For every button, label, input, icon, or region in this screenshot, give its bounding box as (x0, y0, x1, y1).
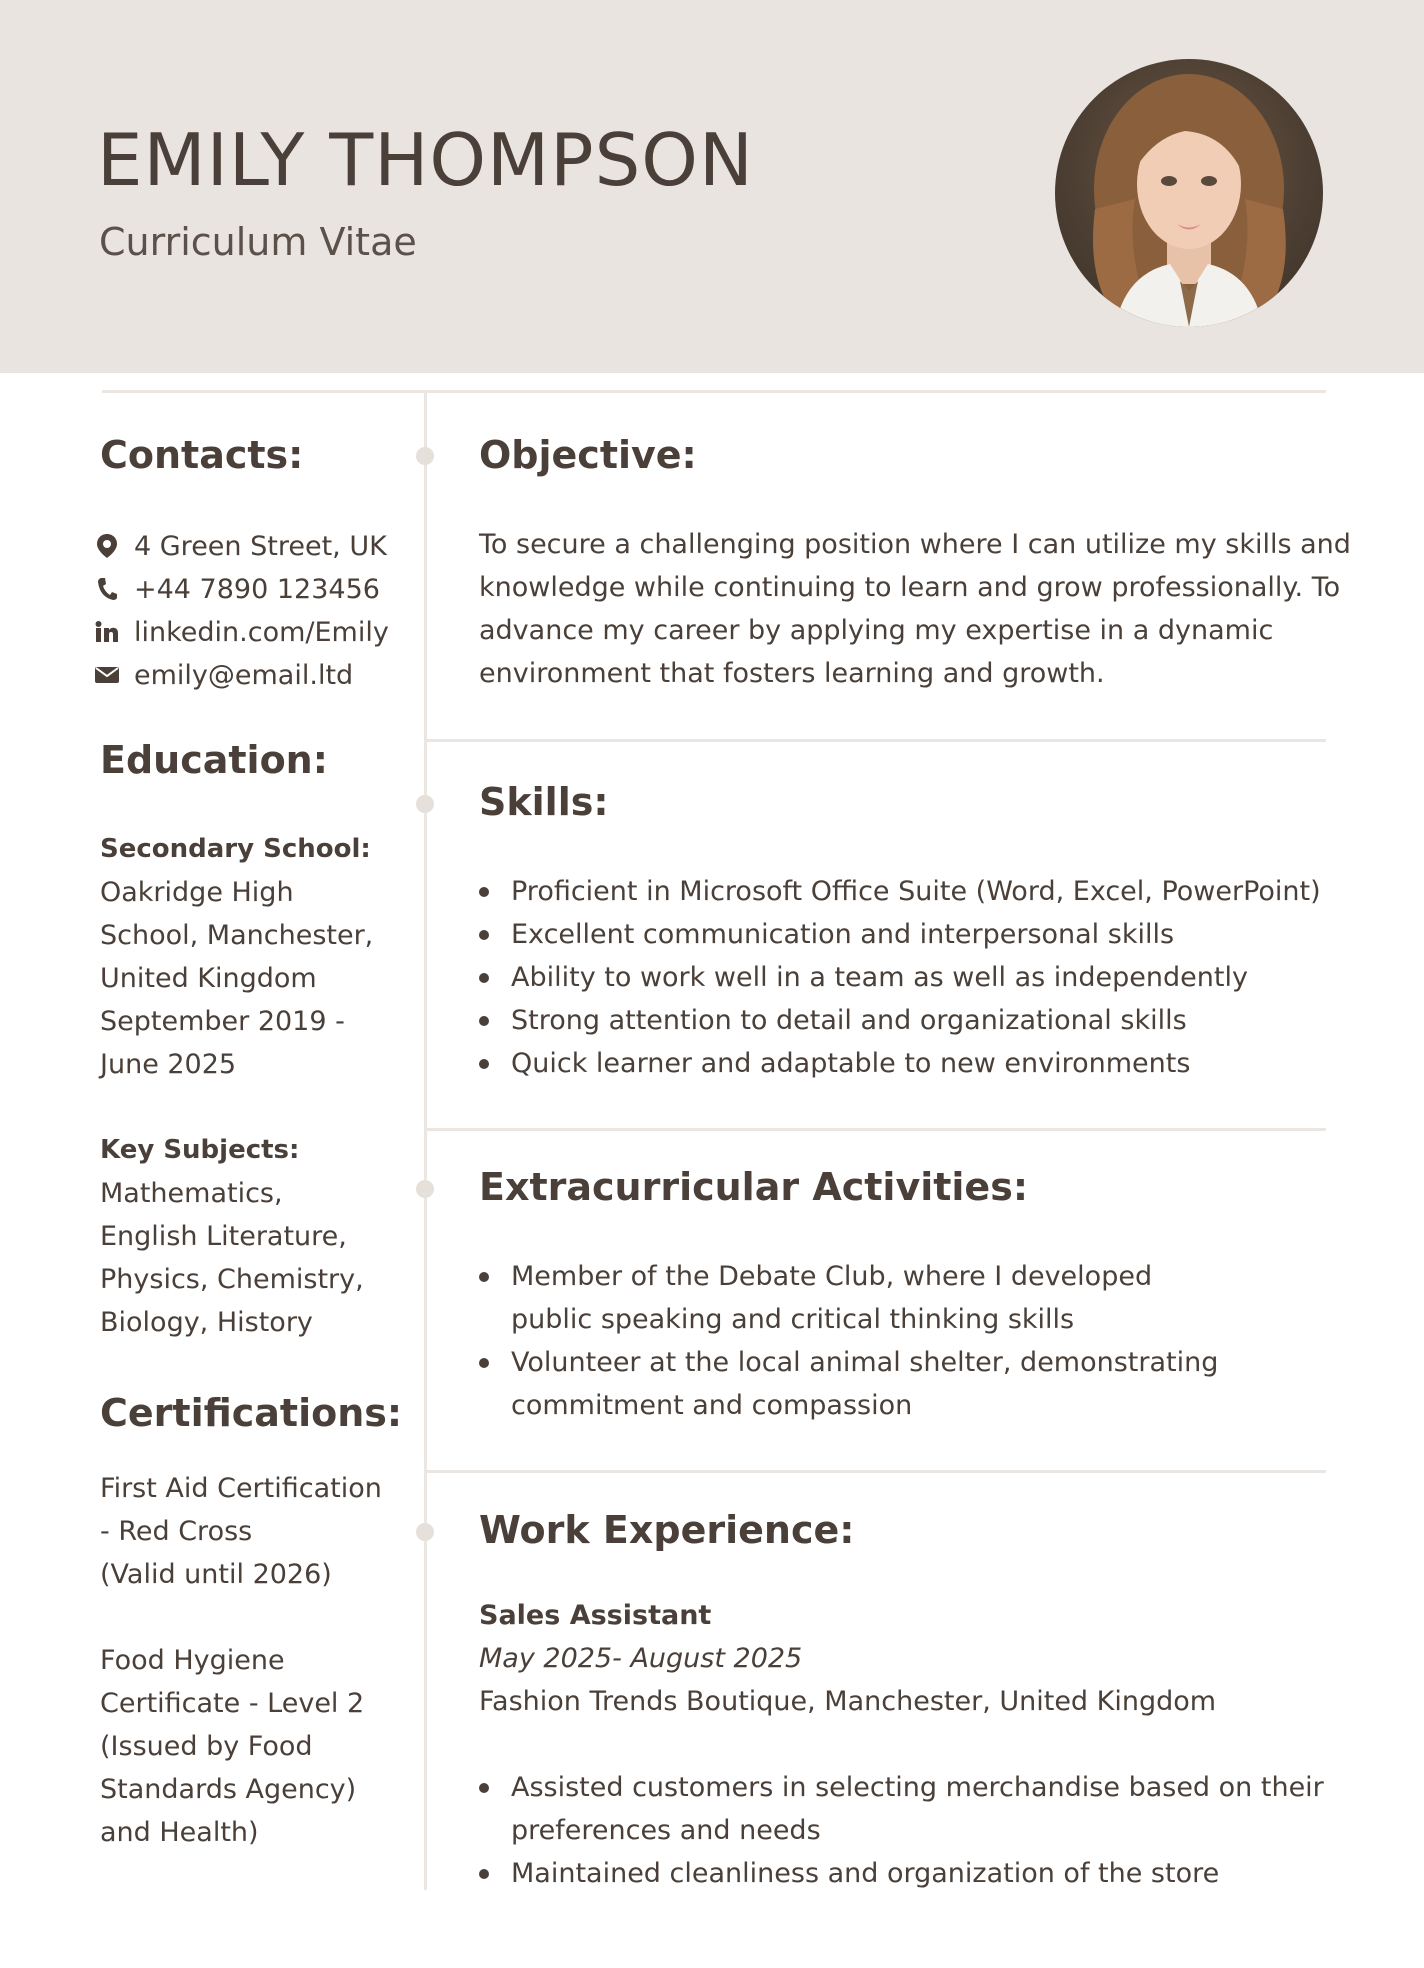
skills-heading: Skills: (479, 780, 609, 824)
cert-line: - Red Cross (100, 1515, 253, 1547)
subject-line: English Literature, (100, 1220, 347, 1252)
list-item: Assisted customers in selecting merchandise based on their preferences and needs (479, 1766, 1329, 1852)
list-item: Quick learner and adaptable to new environments (479, 1042, 1329, 1085)
job-place: Fashion Trends Boutique, Manchester, United Kingdom (479, 1685, 1217, 1717)
profile-photo (1055, 59, 1323, 327)
location-pin-icon (94, 533, 120, 559)
list-item: Maintained cleanliness and organization of the store (479, 1852, 1329, 1895)
contact-phone-text: +44 7890 123456 (134, 573, 380, 605)
list-item: Volunteer at the local animal shelter, demonstrating commitment and compassion (479, 1341, 1239, 1427)
objective-line: advance my career by applying my expertise in a dynamic (479, 614, 1274, 646)
school-line: September 2019 - (100, 1005, 345, 1037)
contacts-section (100, 433, 400, 697)
linkedin-icon (94, 619, 120, 645)
phone-icon (94, 576, 120, 602)
cert-line: Certificate - Level 2 (100, 1687, 365, 1719)
document-subtitle: Curriculum Vitae (99, 220, 417, 264)
subject-line: Biology, History (100, 1306, 313, 1338)
top-divider (102, 390, 1326, 393)
section-divider (427, 739, 1326, 742)
activities-list (479, 1255, 1239, 1427)
profile-photo-illustration (1055, 59, 1323, 327)
certification-food-hygiene (100, 1639, 400, 1854)
cert-line: Food Hygiene (100, 1644, 285, 1676)
school-line: School, Manchester, (100, 919, 374, 951)
objective-line: To secure a challenging position where I can utilize my skills and (479, 528, 1351, 560)
header-banner (0, 0, 1424, 373)
list-item: Proficient in Microsoft Office Suite (Word, Excel, PowerPoint) (479, 870, 1329, 913)
school-line: United Kingdom (100, 962, 317, 994)
cert-line: and Health) (100, 1816, 259, 1848)
cert-line: Standards Agency) (100, 1773, 357, 1805)
contact-linkedin[interactable] (94, 611, 394, 654)
timeline-dot (416, 447, 434, 465)
certifications-section (100, 1391, 403, 1854)
education-heading: Education: (100, 738, 328, 782)
list-item: Ability to work well in a team as well as independently (479, 956, 1329, 999)
cert-line: (Issued by Food (100, 1730, 313, 1762)
objective-section (479, 433, 1351, 695)
person-name: EMILY THOMPSON (97, 118, 754, 202)
job-title: Sales Assistant (479, 1599, 712, 1631)
education-section (100, 738, 400, 1344)
contacts-heading: Contacts: (100, 433, 304, 477)
timeline-dot (416, 1523, 434, 1541)
timeline-dot (416, 1180, 434, 1198)
objective-line: knowledge while continuing to learn and grow professionally. To (479, 571, 1341, 603)
activities-heading: Extracurricular Activities: (479, 1165, 1029, 1209)
vertical-timeline-line (424, 393, 427, 1890)
objective-text (479, 523, 1351, 695)
school-label: Secondary School: (100, 833, 371, 864)
work-duties-list (479, 1766, 1329, 1895)
contact-address (94, 525, 394, 568)
cert-line: (Valid until 2026) (100, 1558, 332, 1590)
list-item: Excellent communication and interpersonal skills (479, 913, 1329, 956)
section-divider (427, 1128, 1326, 1131)
school-line: June 2025 (100, 1048, 237, 1080)
skills-section (479, 780, 1329, 1085)
work-heading: Work Experience: (479, 1508, 855, 1552)
work-section (479, 1508, 1329, 1895)
objective-line: environment that fosters learning and growth. (479, 657, 1105, 689)
cert-line: First Aid Certification (100, 1472, 382, 1504)
envelope-icon (94, 662, 120, 688)
list-item: Strong attention to detail and organizational skills (479, 999, 1329, 1042)
subjects-label: Key Subjects: (100, 1134, 300, 1165)
subjects-detail (100, 1172, 400, 1344)
contact-linkedin-text[interactable]: linkedin.com/Emily (134, 616, 389, 648)
contact-email-text[interactable]: emily@email.ltd (134, 659, 354, 691)
contact-phone (94, 568, 394, 611)
subject-line: Physics, Chemistry, (100, 1263, 364, 1295)
contact-email[interactable] (94, 654, 394, 697)
school-detail (100, 871, 400, 1086)
subject-line: Mathematics, (100, 1177, 283, 1209)
activities-section (479, 1165, 1329, 1427)
timeline-dot (416, 795, 434, 813)
section-divider (427, 1470, 1326, 1473)
contact-address-text: 4 Green Street, UK (134, 530, 387, 562)
certifications-heading: Certifications: (100, 1391, 403, 1435)
school-line: Oakridge High (100, 876, 294, 908)
job-dates: May 2025- August 2025 (479, 1642, 803, 1674)
skills-list (479, 870, 1329, 1085)
certification-first-aid (100, 1467, 400, 1596)
objective-heading: Objective: (479, 433, 697, 477)
list-item: Member of the Debate Club, where I developed public speaking and critical thinking skills (479, 1255, 1239, 1341)
